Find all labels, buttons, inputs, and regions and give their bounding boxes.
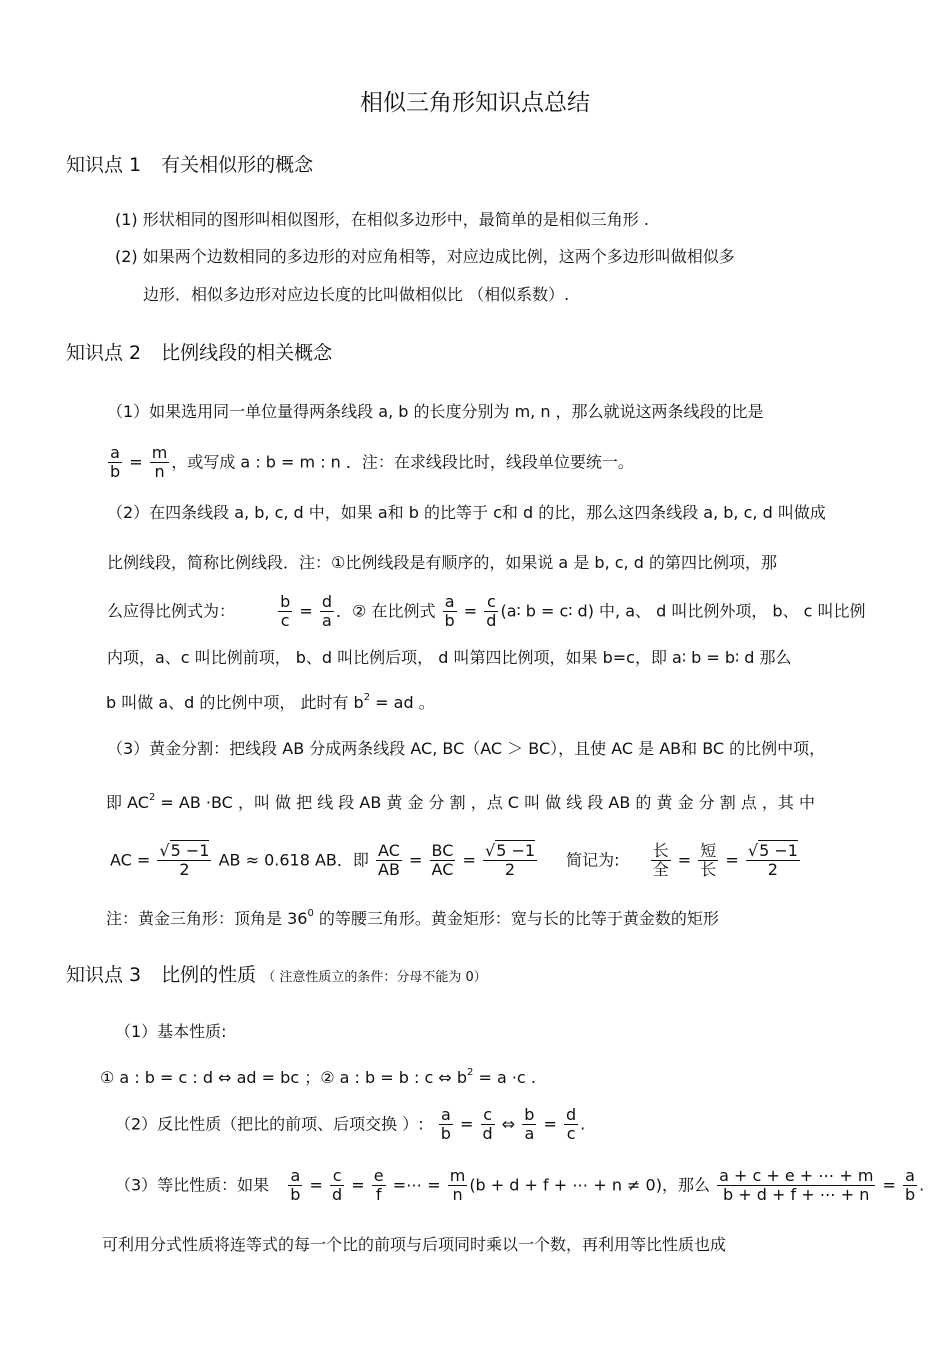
s3-inverse-property: （2）反比性质（把比的前项、后项交换 ）: $\frac{a}{b}$ = $\frac{c}{d}$ ⇔ $\frac{b}{a}$ = $\frac{d}{c}$ . <box>115 1105 586 1144</box>
fraction-short-over-long: $\frac{\text{短}}{\text{长}}$ <box>700 841 717 880</box>
s2-para-2d: 内项，a、c 叫比例前项， b、d 叫比例后项， d 叫第四比例项，如果 b=c，即 a∶ b = b∶ d 那么 <box>107 648 792 667</box>
s3-equal-ratio-property: （3）等比性质：如果 $\frac{a}{b}$ = $\frac{c}{d}$ = $\frac{e}{f}$ =⋯ = $\frac{m}{n}$ (b + d + f + ⋯ + n ≠ 0)，那么 $\frac{a + c + e + \cdots + m}{b + d + f + \cdots + n}$ = $\frac{a}{b}$ . <box>115 1166 925 1205</box>
section-1-heading <box>66 156 313 175</box>
fraction-sum-numerators-over-sum-denominators: $\frac{a + c + e + \cdots + m}{b + d + f + \cdots + n}$ <box>719 1166 874 1205</box>
fraction-a-over-b-2: $\frac{a}{b}$ <box>444 592 455 631</box>
fraction-c-over-d: $\frac{c}{d}$ <box>486 592 497 631</box>
fraction-b-over-c: $\frac{b}{c}$ <box>280 592 291 631</box>
section-2-title: 比例线段的相关概念 <box>161 342 333 364</box>
s1-item-2a: (2) 如果两个边数相同的多边形的对应角相等，对应边成比例，这两个多边形叫做相似多 <box>115 247 735 266</box>
fraction-long-over-all: $\frac{\text{长}}{\text{全}}$ <box>652 841 669 880</box>
section-2-number: 知识点 2 <box>66 342 142 364</box>
s2-para-3a: （3）黄金分割：把线段 AB 分成两条线段 AC, BC（AC ＞ BC），且使 AC 是 AB和 BC 的比例中项， <box>107 739 826 758</box>
section-3-note: （ 注意性质立的条件：分母不能为 0） <box>262 970 487 985</box>
s2-para-2a: （2）在四条线段 a, b, c, d 中，如果 a和 b 的比等于 c和 d 的比，那么这四条线段 a, b, c, d 叫做成 <box>107 503 826 522</box>
section-3-number: 知识点 3 <box>66 964 142 986</box>
fraction-b-over-a: $\frac{b}{a}$ <box>524 1105 535 1144</box>
s2-para-1: （1）如果选用同一单位量得两条线段 a, b 的长度分别为 m, n ，那么就说这两条线段的比是 <box>107 402 764 421</box>
section-3-heading <box>66 966 487 985</box>
s2-para-3b: 即 $AC^2$ = AB ·BC ，叫 做 把 线 段 AB 黄 金 分 割 ，点 C 叫 做 线 段 AB 的 黄 金 分 割 点 ，其 中 <box>106 792 816 812</box>
fraction-e-over-f: $\frac{e}{f}$ <box>373 1166 384 1205</box>
fraction-ac-over-ab: $\frac{AC}{AB}$ <box>378 841 400 880</box>
s2-para-2b: 比例线段，简称比例线段．注：①比例线段是有顺序的，如果说 a 是 b, c, d 的第四比例项，那 <box>107 553 777 572</box>
s2-para-1b: $\frac{a}{b}$ = $\frac{m}{n}$ ，或写成 a : b = m : n ．注：在求线段比时，线段单位要统一。 <box>110 443 634 482</box>
fraction-bc-over-ac: $\frac{BC}{AC}$ <box>431 841 454 880</box>
s3-para-1: （1）基本性质: <box>115 1022 227 1041</box>
fraction-m-over-n: $\frac{m}{n}$ <box>151 443 168 482</box>
s1-item-2b: 边形．相似多边形对应边长度的比叫做相似比 （相似系数）. <box>143 285 570 304</box>
s3-basic-property: ① a : b = c : d ⇔ ad = bc ；② a : b = b : c ⇔ $b^2 = a \cdot c$ . <box>100 1067 536 1087</box>
fraction-c-over-d-3: $\frac{c}{d}$ <box>332 1166 343 1205</box>
fraction-a-over-b-5: $\frac{a}{b}$ <box>905 1166 916 1205</box>
fraction-sqrt5-minus-1-over-2-b: $\frac{√5 -1}{2}$ <box>484 841 536 880</box>
s2-note: 注：黄金三角形：顶角是 $36^0$ 的等腰三角形。黄金矩形：宽与长的比等于黄金数的矩形 <box>106 908 719 928</box>
s2-para-2e: b 叫做 a、d 的比例中项， 此时有 $b^2$ = ad 。 <box>106 692 435 712</box>
s1-item-1: (1) 形状相同的图形叫相似图形，在相似多边形中，最简单的是相似三角形 . <box>115 210 649 229</box>
s2-golden-ratio-line: AC = $\frac{√5 -1}{2}$ AB ≈ 0.618 AB．即 $\frac{AC}{AB}$ = $\frac{BC}{AC}$ = $\frac{√5 -1}{2}$ 简记为: $\frac{\text{长}}{\text{全}}$ = $\frac{\text{短}}{\text{长}}$ = $\frac{√5 -1}{2}$ <box>110 841 798 880</box>
fraction-d-over-c: $\frac{d}{c}$ <box>566 1105 577 1144</box>
fraction-a-over-b: $\frac{a}{b}$ <box>110 443 121 482</box>
fraction-sqrt5-minus-1-over-2: $\frac{√5 -1}{2}$ <box>159 841 210 880</box>
s3-last-line: 可利用分式性质将连等式的每一个比的前项与后项同时乘以一个数，再利用等比性质也成 <box>102 1235 727 1254</box>
fraction-a-over-b-4: $\frac{a}{b}$ <box>290 1166 301 1205</box>
section-1-number: 知识点 1 <box>66 154 142 176</box>
s2-para-1b-text: ，或写成 a : b = m : n ．注：在求线段比时，线段单位要统一。 <box>171 452 634 472</box>
section-3-title: 比例的性质 <box>161 964 257 986</box>
section-1-title: 有关相似形的概念 <box>161 154 314 176</box>
fraction-a-over-b-3: $\frac{a}{b}$ <box>440 1105 451 1144</box>
fraction-d-over-a: $\frac{d}{a}$ <box>321 592 333 631</box>
fraction-m-over-n-2: $\frac{m}{n}$ <box>449 1166 466 1205</box>
section-2-heading <box>66 344 332 363</box>
fraction-sqrt5-minus-1-over-2-c: $\frac{√5 -1}{2}$ <box>747 841 798 880</box>
page-title: 相似三角形知识点总结 <box>360 90 590 116</box>
fraction-c-over-d-2: $\frac{c}{d}$ <box>482 1105 493 1144</box>
s2-para-2c: 么应得比例式为： $\frac{b}{c}$ = $\frac{d}{a}$ ．② 在比例式 $\frac{a}{b}$ = $\frac{c}{d}$ (a∶ b = c∶ d) 中, a、 d 叫比例外项， b、 c 叫比例 <box>107 592 866 631</box>
